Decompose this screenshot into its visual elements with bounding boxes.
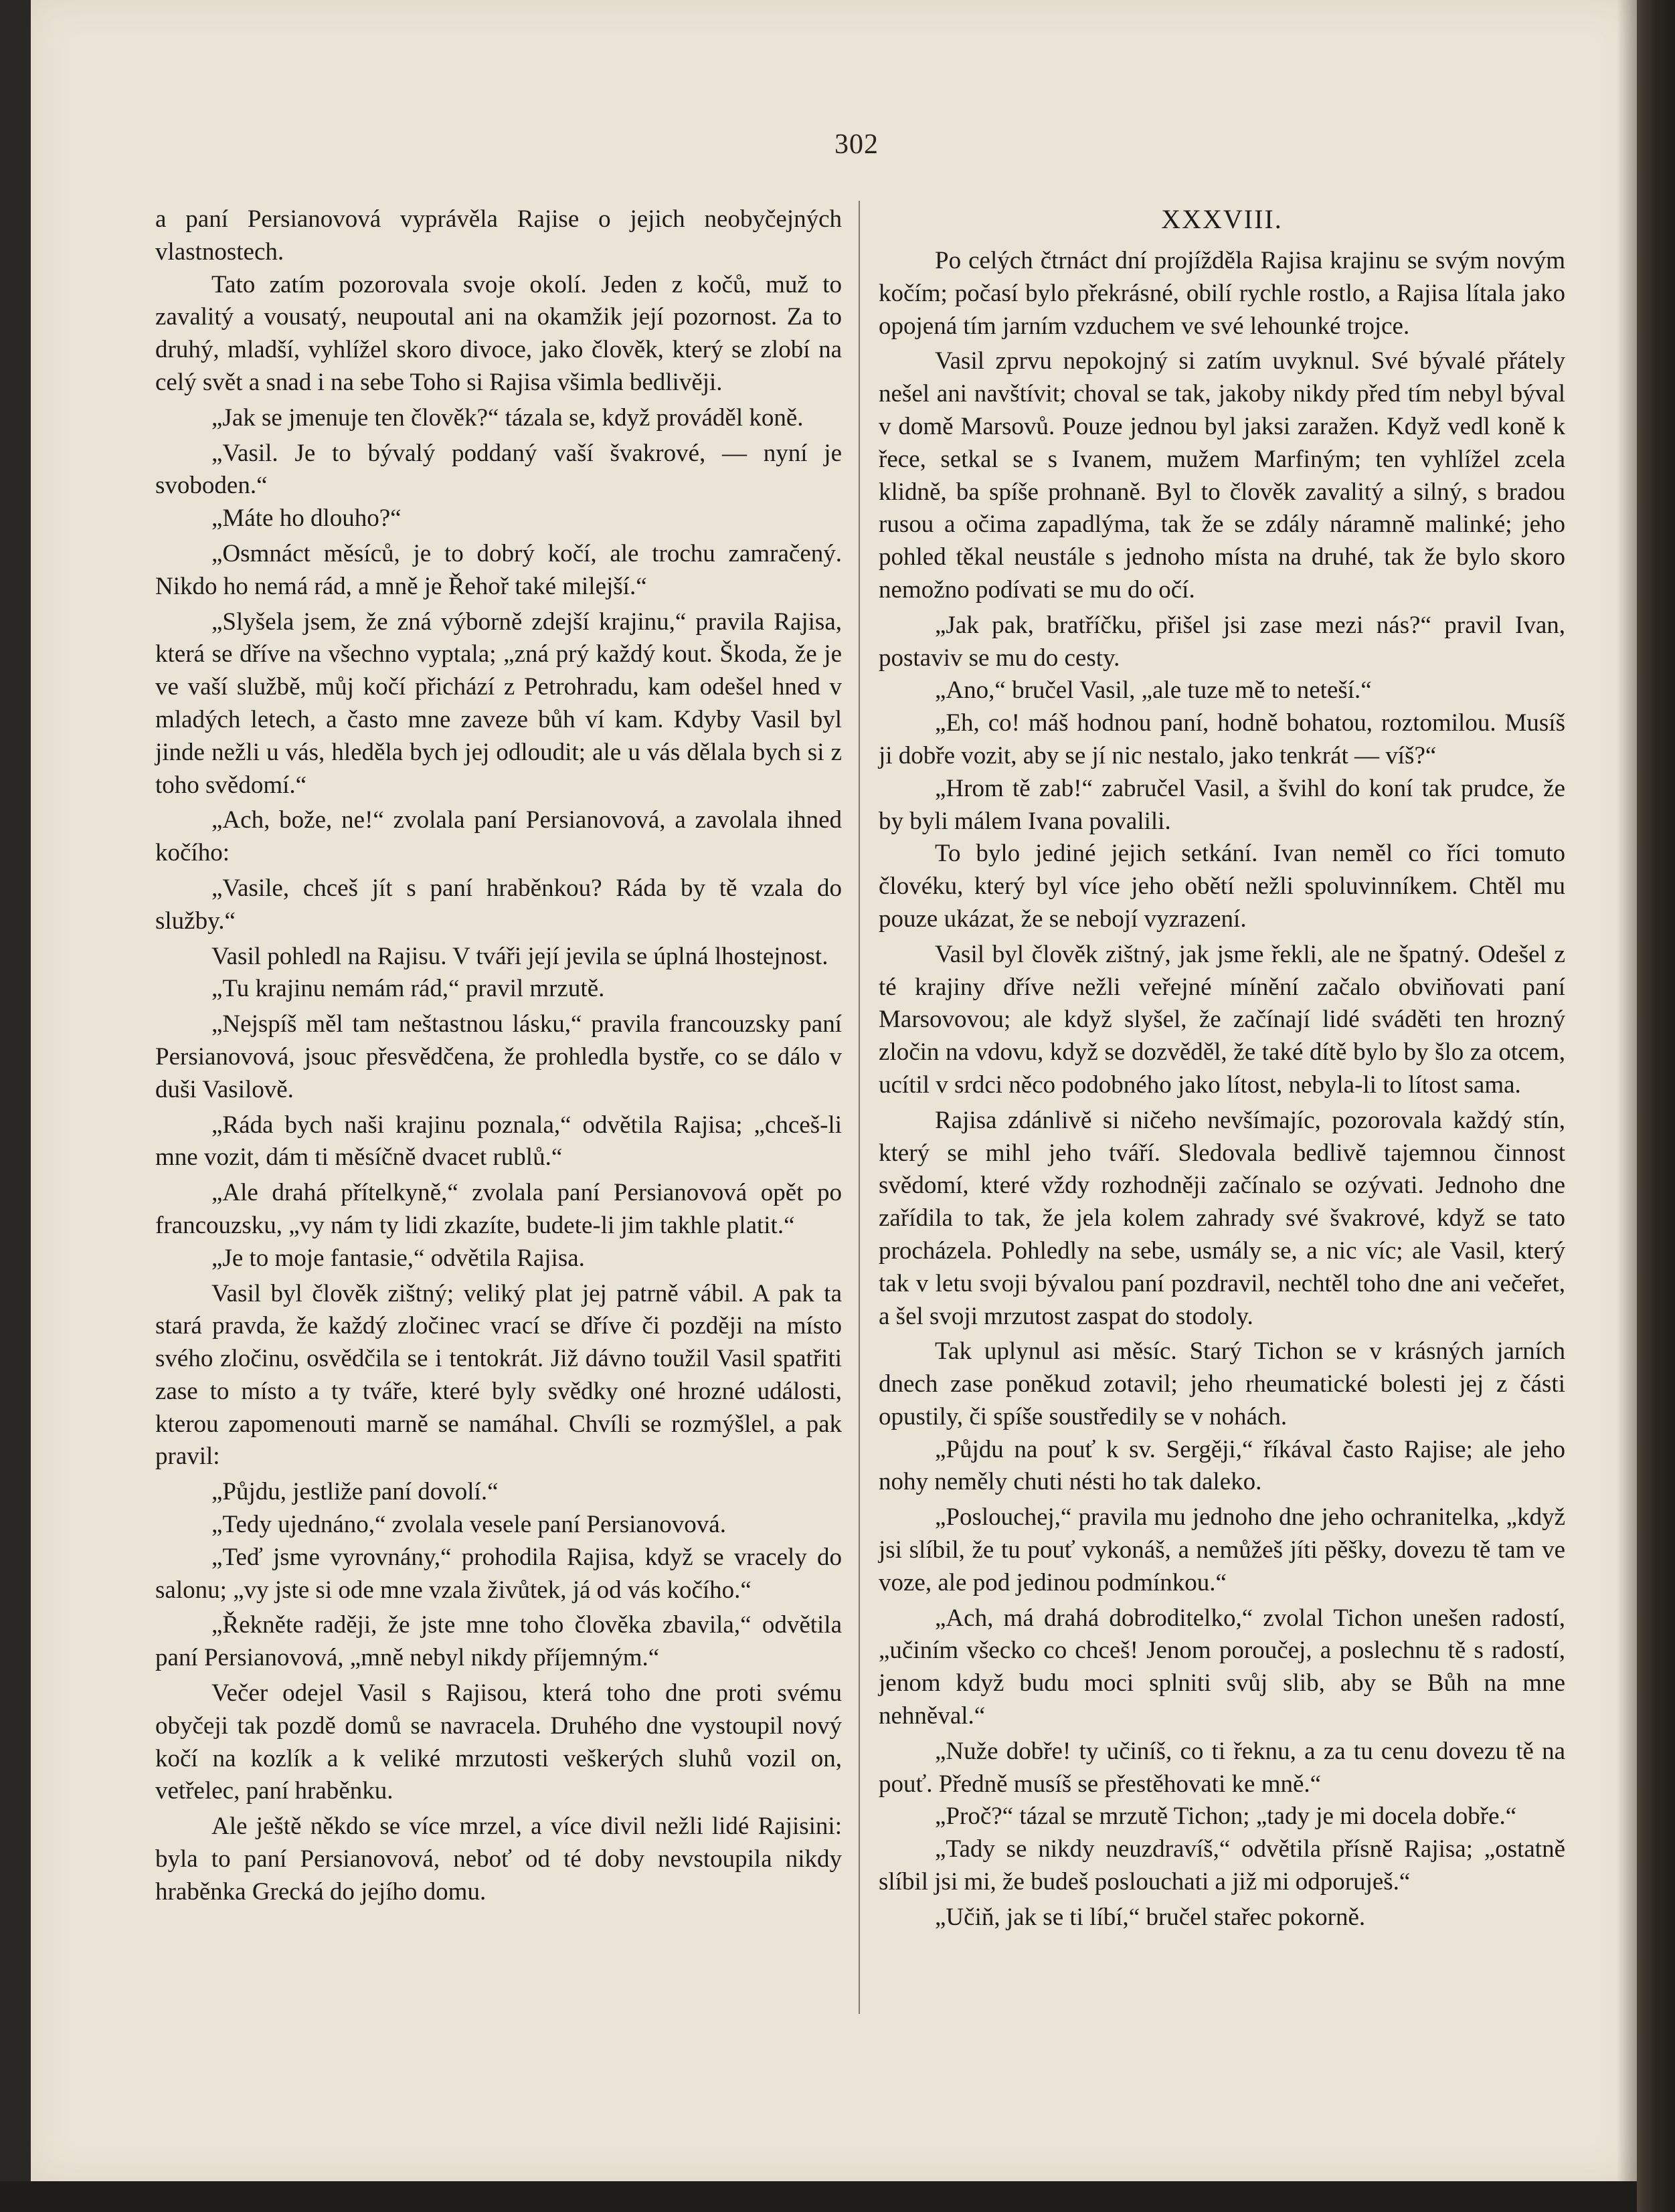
paragraph: „Jak se jmenuje ten člověk?“ tázala se, když prováděl koně. — [211, 403, 804, 432]
paragraph: „Ale drahá přítelkyně,“ zvolala paní Persianovová opět po francouzsku, „vy nám ty lidi zkazíte, budete-li jim takhle platit.“ — [155, 1179, 842, 1239]
page-number: 302 — [834, 129, 879, 160]
paragraph: To bylo jediné jejich setkání. Ivan neměl co říci tomuto človéku, který byl více jeho obětí nežli spoluvinníkem. Chtěl mu pouze ukázat, že se nebojí vyzrazení. — [879, 840, 1565, 933]
paragraph: „Je to moje fantasie,“ odvětila Rajisa. — [211, 1244, 585, 1272]
paragraph: „Jak pak, bratříčku, přišel jsi zase mezi nás?“ pravil Ivan, postaviv se mu do cesty. — [879, 611, 1565, 672]
paragraph: „Ach, má drahá dobroditelko,“ zvolal Tichon unešen radostí, „učiním všecko co chceš! Jenom poroučej, a poslechnu tě s radostí, jenom když budu moci splniti svůj slib, aby se Bůh na mne nehněval.“ — [879, 1604, 1565, 1730]
paragraph: „Tady se nikdy neuzdravíš,“ odvětila přísně Rajisa; „ostatně slíbil jsi mi, že budeš poslouchati a již mi odporuješ.“ — [879, 1835, 1565, 1896]
paragraph: „Tu krajinu nemám rád,“ pravil mrzutě. — [211, 975, 605, 1003]
paragraph: Vasil byl člověk zištný; veliký plat jej patrně vábil. A pak ta stará pravda, že každý zločinec vrací se dříve či později na místo svého zločinu, osvědčila se i tentokrát. Již dávno toužil Vasil spatřiti zase to místo a ty tváře, které byly svědky oné hrozné události, kterou zapomenouti marně se namáhal. Chvíli se rozmýšlel, a pak pravil: — [155, 1279, 842, 1471]
paragraph: „Vasile, chceš jít s paní hraběnkou? Ráda by tě vzala do služby.“ — [155, 874, 842, 935]
paragraph: „Teď jsme vyrovnány,“ prohodila Rajisa, když se vracely do salonu; „vy jste si ode mne vzala živůtek, já od vás kočího.“ — [155, 1543, 842, 1604]
right-text-column — [879, 203, 1565, 1934]
scan-bottom-edge — [0, 2181, 1637, 2212]
paragraph: „Nejspíš měl tam neštastnou lásku,“ pravila francouzsky paní Persianovová, jsouc přesvědčena, že prohledla bystře, co se dálo v duši Vasilově. — [155, 1010, 842, 1103]
paragraph: „Učiň, jak se ti líbí,“ bručel stařec pokorně. — [935, 1903, 1366, 1931]
paragraph: Tak uplynul asi měsíc. Starý Tichon se v krásných jarních dnech zase poněkud zotavil; jeho rheumatické bolesti jej z části opustily, či spíše soustředily se v nohách. — [879, 1338, 1565, 1431]
chapter-heading: XXXVIII. — [1161, 204, 1283, 234]
left-text-column — [155, 203, 842, 1909]
paragraph: Večer odejel Vasil s Rajisou, která toho dne proti svému obyčeji tak pozdě domů se navracela. Druhého dne vystoupil nový kočí na kozlík a k veliké mrzutosti veškerých sluhů vozil on, vetřelec, paní hraběnku. — [155, 1679, 842, 1805]
paragraph: „Máte ho dlouho?“ — [211, 504, 402, 533]
paragraph: Rajisa zdánlivě si ničeho nevšímajíc, pozorovala každý stín, který se mihl jeho tváří. Sledovala bedlivě tajemnou činnost svědomí, které vždy rozhodněji začínalo se ozývati. Jednoho dne zařídila to tak, že jela kolem zahrady své švakrové, když se tato procházela. Pohledly na sebe, usmály se, a nic víc; ale Vasil, který tak v letu svoji bývalou paní pozdravil, nechtěl toho dne ani večeřet, a šel svoji mrzutost zaspat do stodoly. — [879, 1106, 1565, 1330]
paragraph: Vasil pohledl na Rajisu. V tváři její jevila se úplná lhostejnost. — [211, 942, 828, 970]
paragraph: Tato zatím pozorovala svoje okolí. Jeden z kočů, muž to zavalitý a vousatý, neupoutal ani na okamžik její pozornost. Za to druhý, mladší, vyhlížel skoro divoce, jako člověk, který se zlobí na celý svět a snad i na sebe Toho si Rajisa všimla bedlivěji. — [155, 270, 842, 396]
paragraph: „Tedy ujednáno,“ zvolala vesele paní Persianovová. — [211, 1511, 726, 1539]
paragraph: Po celých čtrnáct dní projížděla Rajisa krajinu se svým novým kočím; počasí bylo překrásné, obilí rychle rostlo, a Rajisa lítala jako opojená tím jarním vzduchem ve své lehounké trojce. — [879, 247, 1565, 340]
paragraph: „Hrom tě zab!“ zabručel Vasil, a švihl do koní tak prudce, že by byli málem Ivana povalili. — [879, 774, 1565, 835]
paragraph: „Řekněte raději, že jste mne toho člověka zbavila,“ odvětila paní Persianovová, „mně nebyl nikdy příjemným.“ — [155, 1611, 842, 1672]
paragraph: „Proč?“ tázal se mrzutě Tichon; „tady je mi docela dobře.“ — [935, 1803, 1517, 1831]
paragraph: „Ráda bych naši krajinu poznala,“ odvětila Rajisa; „chceš-li mne vozit, dám ti měsíčně dvacet rublů.“ — [155, 1111, 842, 1172]
paragraph: „Nuže dobře! ty učiníš, co ti řeknu, a za tu cenu dovezu tě na pouť. Předně musíš se přestěhovati ke mně.“ — [879, 1737, 1565, 1798]
paragraph: a paní Persianovová vyprávěla Rajise o jejich neobyčejných vlastnostech. — [155, 205, 842, 266]
paragraph: Vasil zprvu nepokojný si zatím uvyknul. Své bývalé přátely nešel ani navštívit; choval se tak, jakoby nikdy před tím nebyl býval v domě Marsovů. Pouze jednou byl jaksi zaražen. Když vedl koně k řece, setkal se s Ivanem, mužem Marfiným; ten vyhlížel zcela klidně, ba spíše prohnaně. Byl to člověk zavalitý a silný, s bradou rusou a očima zapadlýma, tak že se zdály náramně malinké; jeho pohled těkal neustále s jednoho místa na druhé, tak že bylo skoro nemožno podívati se mu do očí. — [879, 347, 1565, 604]
paragraph: „Ach, bože, ne!“ zvolala paní Persianovová, a zavolala ihned kočího: — [155, 806, 842, 867]
paragraph: „Slyšela jsem, že zná výborně zdejší krajinu,“ pravila Rajisa, která se dříve na všechno vyptala; „zná prý každý kout. Škoda, že je ve vaší službě, můj kočí přichází z Petrohradu, kam odešel hned v mladých letech, a často mne zaveze bůh ví kam. Kdyby Vasil byl jinde nežli u vás, hleděla bych jej odloudit; ale u vás dělala bych si z toho svědomí.“ — [155, 608, 842, 799]
paragraph: „Půjdu na pouť k sv. Sergěji,“ říkával často Rajise; ale jeho nohy neměly chuti nésti ho tak daleko. — [879, 1435, 1565, 1496]
paragraph: „Ano,“ bručel Vasil, „ale tuze mě to neteší.“ — [935, 676, 1372, 705]
paragraph: Vasil byl člověk zištný, jak jsme řekli, ale ne špatný. Odešel z té krajiny dříve nežli veřejné mínění začalo obviňovati paní Marsovovou; ale když slyšel, že začínají lidé sváděti ten hrozný zločin na vdovu, když se dozvěděl, že také dítě bylo by šlo za otcem, ucítil v srdci něco podobného jako lítost, nebyla-li to lítost sama. — [879, 940, 1565, 1099]
binding-edge — [1637, 0, 1675, 2212]
spine-shadow — [1617, 0, 1637, 2181]
paragraph: „Půjdu, jestliže paní dovolí.“ — [211, 1478, 499, 1506]
paragraph: „Eh, co! máš hodnou paní, hodně bohatou, roztomilou. Musíš ji dobře vozit, aby se jí nic nestalo, jako tenkrát — víš?“ — [879, 709, 1565, 769]
paragraph: „Poslouchej,“ pravila mu jednoho dne jeho ochranitelka, „když jsi slíbil, že tu pouť vykonáš, a nemůžeš jíti pěšky, dovezu tě tam ve voze, ale pod jedinou podmínkou.“ — [879, 1503, 1565, 1596]
paragraph: „Vasil. Je to bývalý poddaný vaší švakrové, — nyní je svoboden.“ — [155, 439, 842, 500]
column-divider — [859, 201, 860, 2014]
paragraph: „Osmnáct měsíců, je to dobrý kočí, ale trochu zamračený. Nikdo ho nemá rád, a mně je Řehoř také milejší.“ — [155, 539, 842, 600]
paragraph: Ale ještě někdo se více mrzel, a více divil nežli lidé Rajisini: byla to paní Persianovová, neboť od té doby nevstoupila nikdy hraběnka Grecká do jejího domu. — [155, 1813, 842, 1906]
